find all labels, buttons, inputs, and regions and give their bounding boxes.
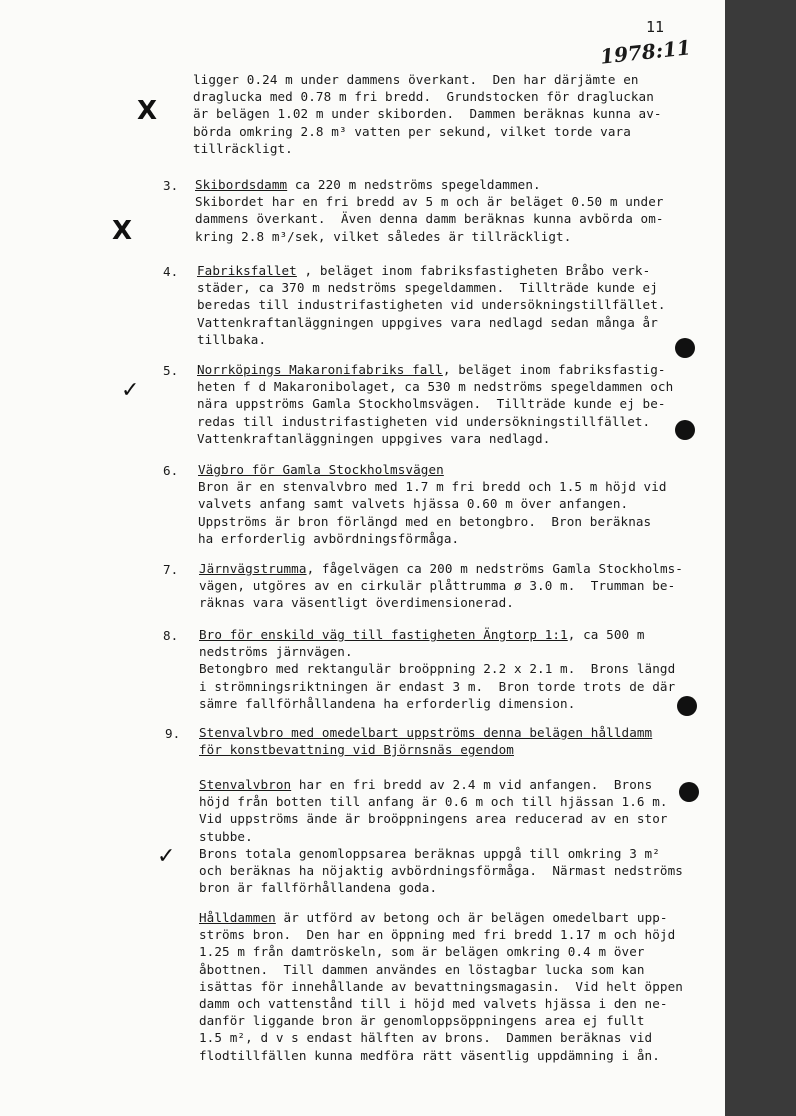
text-line: nära uppströms Gamla Stockholmsvägen. Tillträde kunde ej be- [197,396,666,412]
paragraph-title: Stenvalvbron [199,777,292,792]
text-line: Vattenkraftanläggningen uppgives vara nedlagd. [197,430,551,446]
text-line: , beläget inom fabriksfastig- [442,362,666,377]
text-line: danför liggande bron är genomloppsöppningens area ej fullt [199,1013,645,1029]
text-line: beredas till industrifastigheten vid undersökningstillfället. [197,297,666,313]
text-line: heten f d Makaronibolaget, ca 530 m nedströms spegeldammen och [197,379,674,395]
intro-paragraph [193,71,662,157]
text-line: Skibordet har en fri bredd av 5 m och är beläget 0.50 m under [195,194,664,210]
item-number: 3. [163,178,179,193]
text-line: dammens överkant. Även denna damm beräknas kunna avbörda om- [195,211,664,227]
text-line: isättas för innehållande av bevattningsmagasin. Vid helt öppen [199,978,683,994]
item-5 [197,361,673,447]
text-line: Vid uppströms ände är broöppningens area reducerad av en stor [199,811,668,827]
text-line: 1.25 m från damtröskeln, som är belägen omkring 0.4 m över [199,944,645,960]
item-9-paragraph-2 [199,909,683,1064]
scanner-edge-strip [725,0,796,1116]
item-3 [195,176,664,245]
item-9-title [199,724,652,758]
text-line: Betongbro med rektangulär broöppning 2.2 x 2.1 m. Brons längd [199,661,676,677]
text-line: har en fri bredd av 2.4 m vid anfangen. Brons [291,777,653,792]
text-line: , beläget inom fabriksfastigheten Bråbo verk- [296,263,651,278]
text-line: kring 2.8 m³/sek, vilket således är tillräckligt. [195,228,572,244]
text-line: ligger 0.24 m under dammens överkant. Den har därjämte en [193,72,639,87]
text-line: räknas vara väsentligt överdimensionerad. [199,595,514,611]
text-line: börda omkring 2.8 m³ vatten per sekund, vilket torde vara [193,123,631,139]
text-line: ströms bron. Den har en öppning med fri bredd 1.17 m och höjd [199,927,676,943]
punch-hole-mark [675,338,695,358]
item-number: 6. [163,463,179,478]
item-title: Stenvalvbro med omedelbart uppströms denna belägen hålldamm [199,725,653,740]
item-title: Skibordsdamm [195,177,288,192]
item-4 [197,262,666,348]
item-number: 8. [163,628,179,643]
text-line: damm och vattenstånd till i höjd med valvets hjässa i den ne- [199,996,668,1012]
text-line: är utförd av betong och är belägen omedelbart upp- [275,910,668,925]
text-line: redas till industrifastigheten vid undersökningstillfället. [197,413,651,429]
text-line: i strömningsriktningen är endast 3 m. Bron torde trots de där [199,678,676,694]
item-title: för konstbevattning vid Björnsnäs egendom [199,742,514,758]
page-number: 11 [646,18,665,36]
text-line: vägen, utgöres av en cirkulär plåttrumma ø 3.0 m. Trumman be- [199,578,676,594]
item-number: 5. [163,363,179,378]
item-title: Bro för enskild väg till fastigheten Ängtorp 1:1 [199,627,568,642]
text-line: bron är fallförhållandena goda. [199,880,438,896]
text-line: höjd från botten till anfang är 0.6 m och till hjässan 1.6 m. [199,794,668,810]
text-line: är belägen 1.02 m under skiborden. Dammen beräknas kunna av- [193,106,662,122]
text-line: städer, ca 370 m nedströms spegeldammen. Tillträde kunde ej [197,280,658,296]
item-6 [198,461,667,547]
text-line: sämre fallförhållandena ha erforderlig dimension. [199,695,576,711]
text-line: Bron är en stenvalvbro med 1.7 m fri bredd och 1.5 m höjd vid [198,479,667,495]
item-number: 7. [163,562,179,577]
punch-hole-mark [677,696,697,716]
item-number: 9. [165,726,181,741]
text-line: Vattenkraftanläggningen uppgives vara nedlagd sedan många år [197,314,658,330]
item-title: Vägbro för Gamla Stockholmsvägen [198,462,444,477]
text-line: , ca 500 m [567,627,645,642]
margin-x-mark: X [112,216,133,246]
text-line: tillräckligt. [193,140,293,156]
text-line: 1.5 m², d v s endast hälften av brons. Dammen beräknas vid [199,1030,653,1046]
text-line: tillbaka. [197,331,267,347]
text-line: och beräknas ha nöjaktig avbördningsförmåga. Närmast nedströms [199,863,683,879]
text-line: Uppströms är bron förlängd med en betongbro. Bron beräknas [198,513,652,529]
item-title: Norrköpings Makaronifabriks fall [197,362,443,377]
item-8 [199,626,675,712]
text-line: åbottnen. Till dammen användes en löstagbar lucka som kan [199,961,645,977]
text-line: Brons totala genomloppsarea beräknas uppgå till omkring 3 m² [199,845,660,861]
item-title: Fabriksfallet [197,263,297,278]
text-line: flodtillfällen kunna medföra rätt väsentlig uppdämning i ån. [199,1047,660,1063]
item-7 [199,560,683,612]
handwritten-reference: 1978:11 [598,35,692,69]
text-line: valvets anfang samt valvets hjässa 0.60 m över anfangen. [198,496,629,512]
margin-check-mark: ✓ [121,378,140,403]
item-title: Järnvägstrumma [199,561,307,576]
punch-hole-mark [675,420,695,440]
text-line: ca 220 m nedströms spegeldammen. [287,177,541,192]
margin-check-mark: ✓ [157,844,176,869]
text-line: draglucka med 0.78 m fri bredd. Grundstocken för dragluckan [193,89,654,105]
text-line: nedströms järnvägen. [199,644,353,660]
text-line: ha erforderlig avbördningsförmåga. [198,530,460,546]
margin-x-mark: X [137,96,158,126]
item-9-paragraph-1 [199,776,683,896]
text-line: stubbe. [199,828,253,844]
item-number: 4. [163,264,179,279]
text-line: , fågelvägen ca 200 m nedströms Gamla Stockholms- [306,561,683,576]
paragraph-title: Hålldammen [199,910,276,925]
